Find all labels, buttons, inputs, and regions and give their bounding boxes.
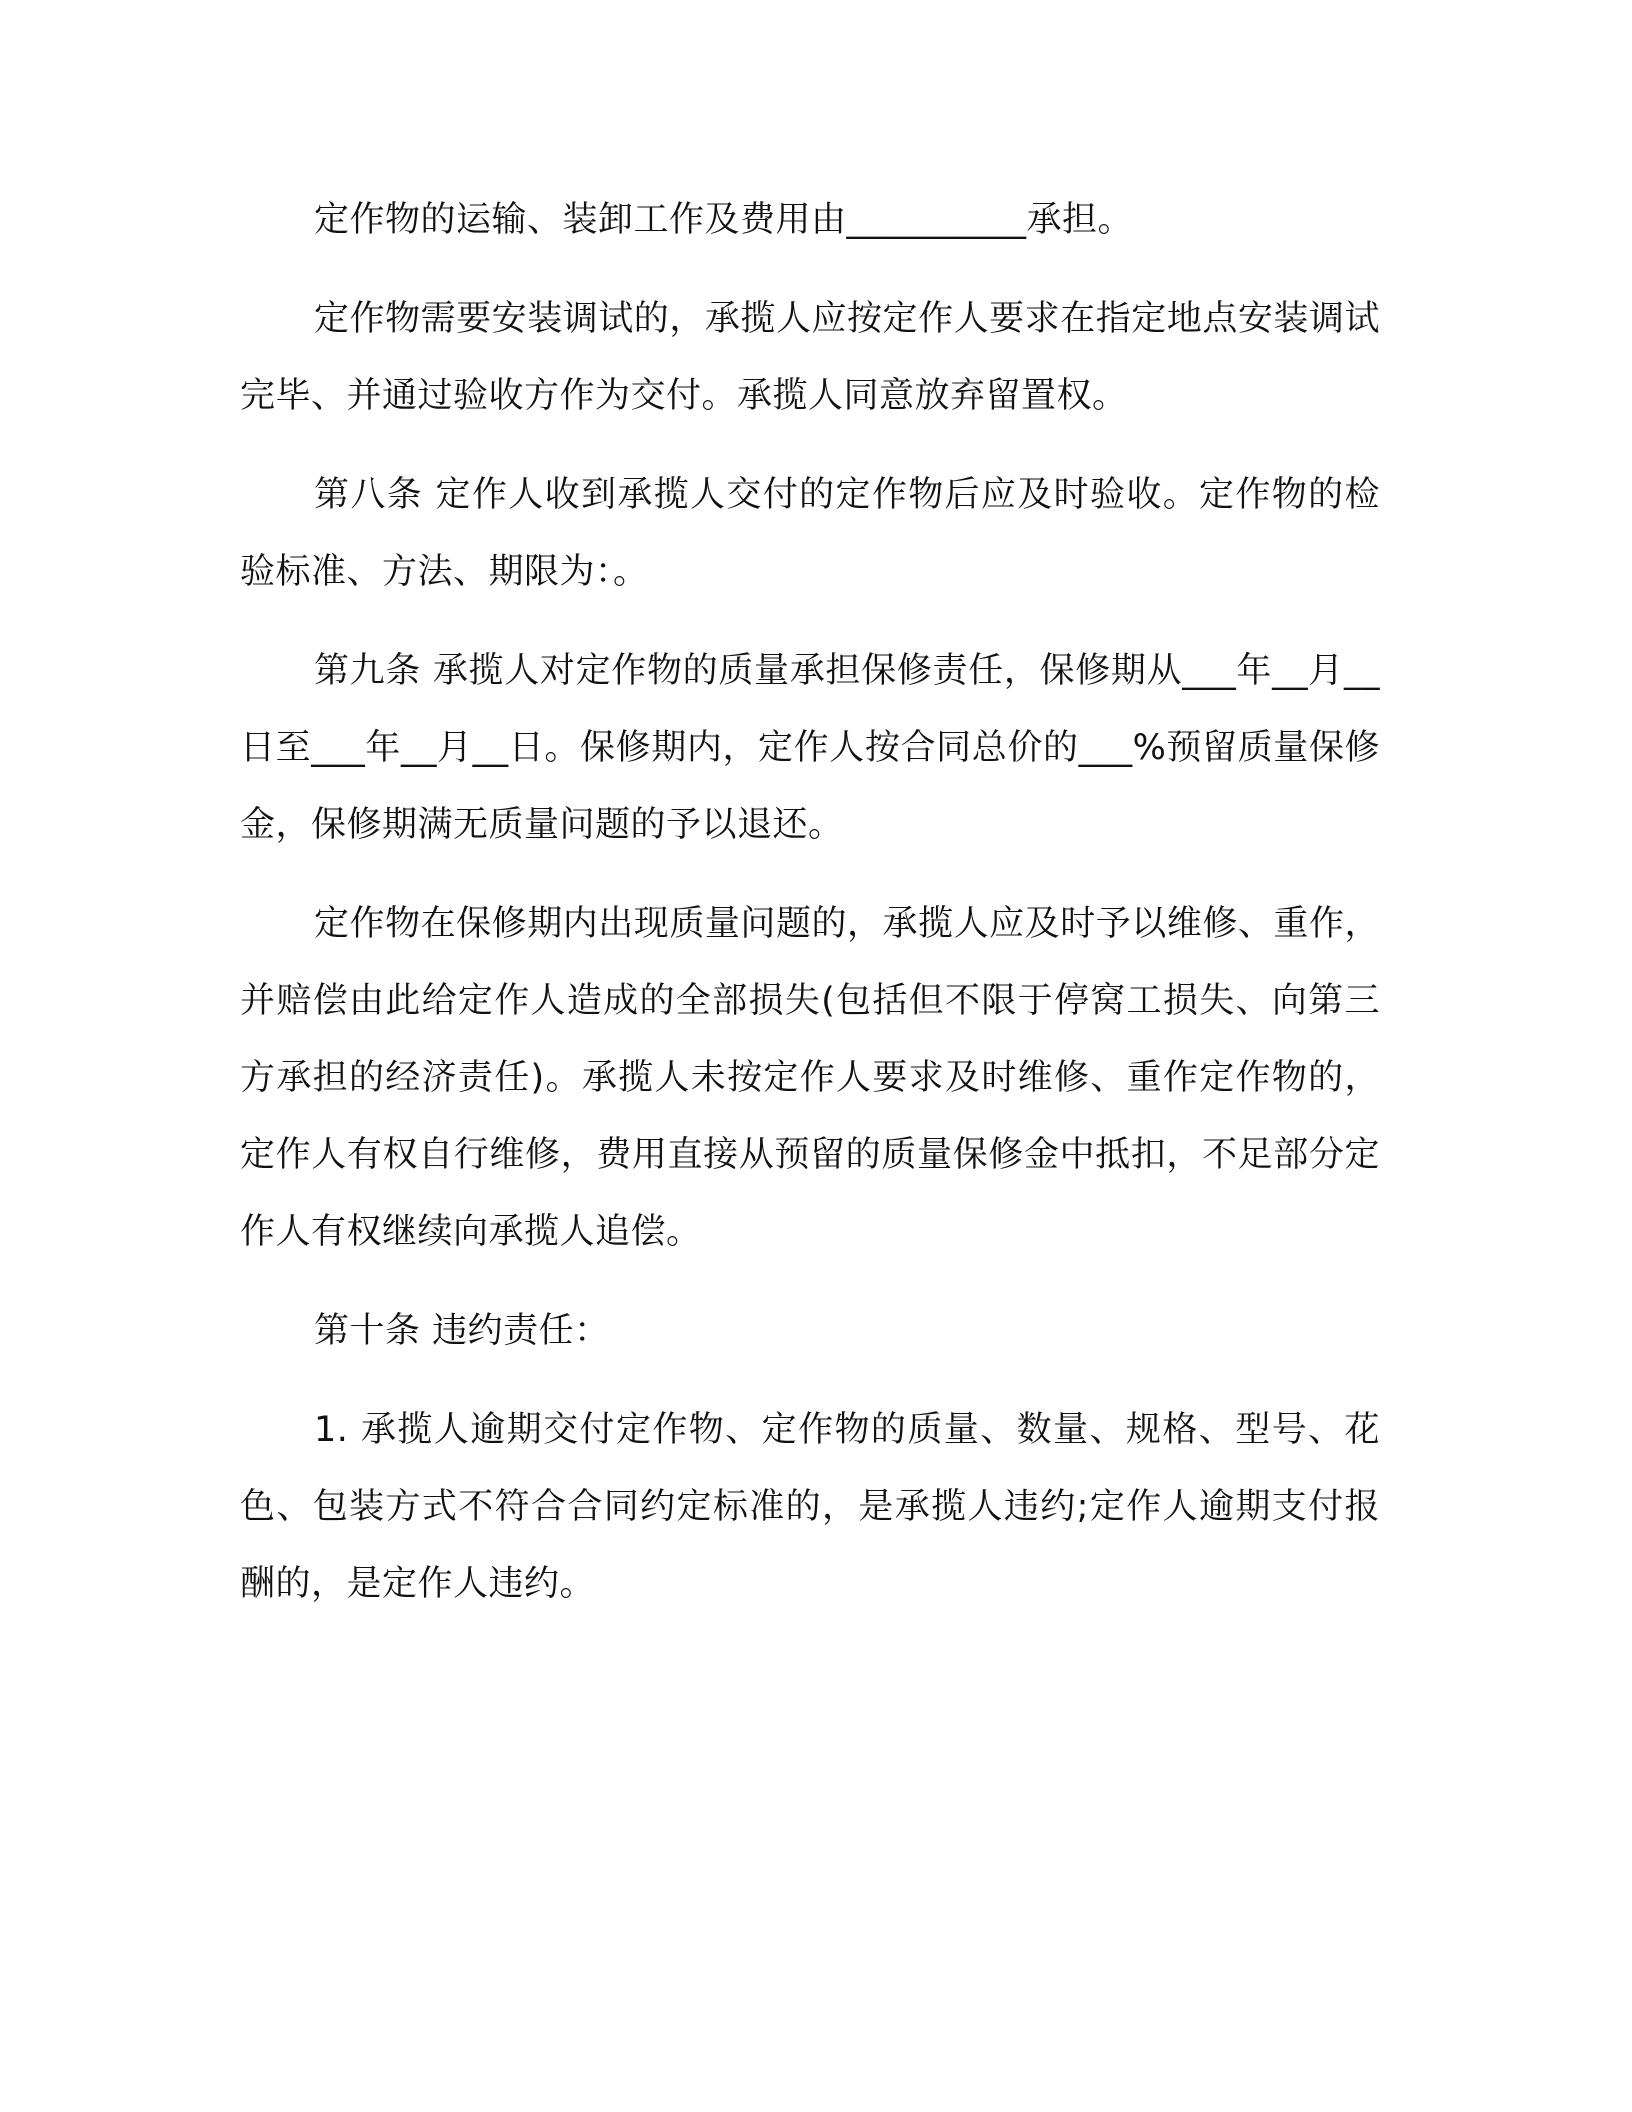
paragraph-article-10: 第十条 违约责任： <box>314 1311 610 1351</box>
document-body <box>240 182 1380 1623</box>
paragraph-article-8: 第八条 定作人收到承揽人交付的定作物后应及时验收。定作物的检验标准、方法、期限为：。 <box>240 475 1380 592</box>
paragraph-installation: 定作物需要安装调试的，承揽人应按定作人要求在指定地点安装调试完毕、并通过验收方作为交付。承揽人同意放弃留置权。 <box>240 299 1380 416</box>
paragraph-warranty-issues: 定作物在保修期内出现质量问题的，承揽人应及时予以维修、重作，并赔偿由此给定作人造成的全部损失(包括但不限于停窝工损失、向第三方承担的经济责任)。承揽人未按定作人要求及时维修、重作定作物的，定作人有权自行维修，费用直接从预留的质量保修金中抵扣，不足部分定作人有权继续向承揽人追偿。 <box>240 904 1380 1252</box>
paragraph-transport-cost: 定作物的运输、装卸工作及费用由__________承担。 <box>314 200 1134 240</box>
paragraph-article-9: 第九条 承揽人对定作物的质量承担保修责任，保修期从___年__月__日至___年__月__日。保修期内，定作人按合同总价的___%预留质量保修金，保修期满无质量问题的予以退还。 <box>240 651 1380 845</box>
paragraph-breach-item-1: 1. 承揽人逾期交付定作物、定作物的质量、数量、规格、型号、花色、包装方式不符合合同约定标准的，是承揽人违约;定作人逾期支付报酬的，是定作人违约。 <box>240 1410 1380 1604</box>
